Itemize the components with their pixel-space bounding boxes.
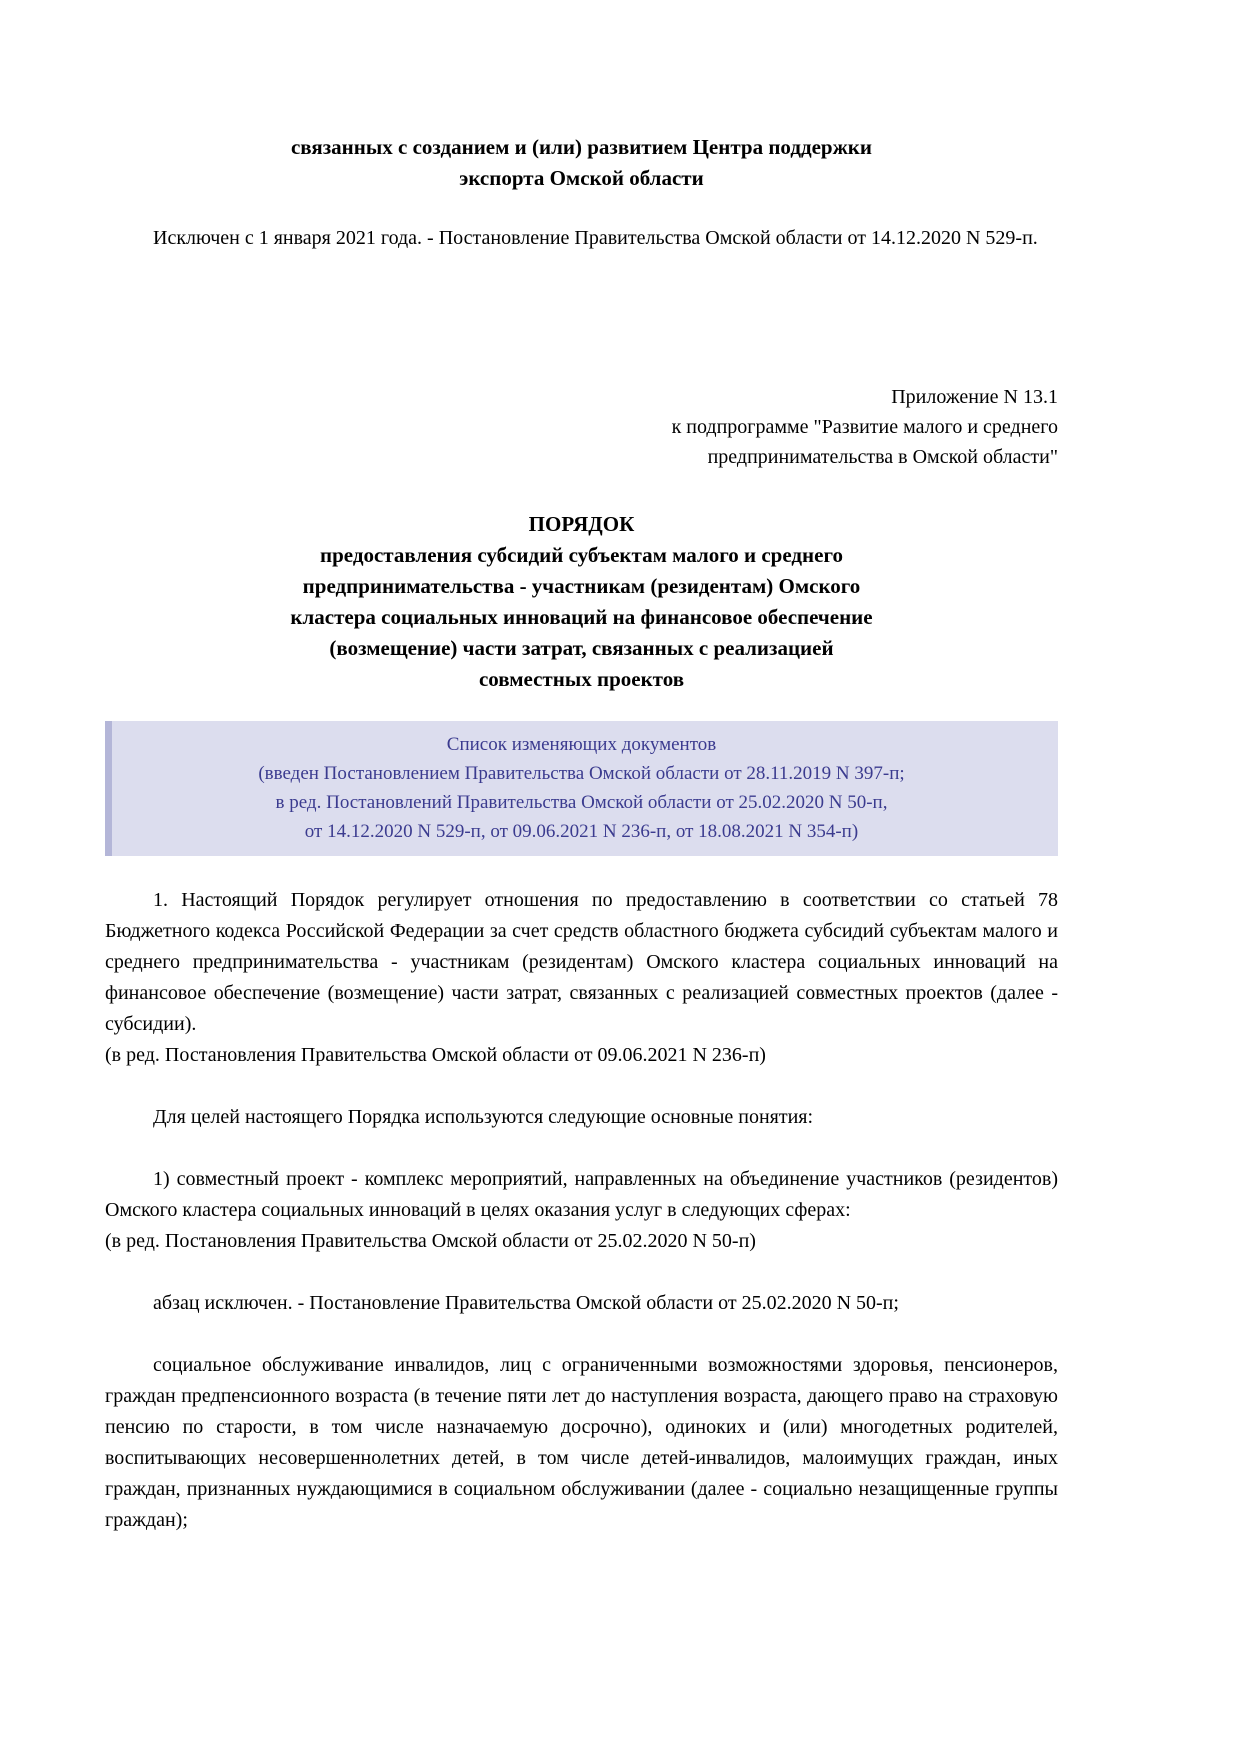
- changes-box-line-4: от 14.12.2020 N 529-п, от 09.06.2021 N 236-п, от 18.08.2021 N 354-п): [304, 821, 859, 842]
- annex-reference-block: [105, 382, 1058, 472]
- order-heading-line-2: предоставления субсидий субъектам малого и среднего: [320, 543, 843, 567]
- annex-line-3: предпринимательства в Омской области": [707, 446, 1058, 468]
- annex-line-1: Приложение N 13.1: [891, 386, 1058, 408]
- document-body: [105, 885, 1058, 1536]
- top-title-line-2: экспорта Омской области: [459, 166, 704, 190]
- order-heading-line-1: ПОРЯДОК: [528, 512, 635, 536]
- top-title-line-1: связанных с созданием и (или) развитием Центра поддержки: [290, 135, 873, 159]
- order-heading-line-5: (возмещение) части затрат, связанных с реализацией: [329, 636, 834, 660]
- paragraph-3: 1) совместный проект - комплекс мероприятий, направленных на объединение участников (резидентов) Омского кластера социальных инноваций в целях оказания услуг в следующих сферах:: [105, 1168, 1058, 1221]
- paragraph-3-edition-ref: (в ред. Постановления Правительства Омской области от 25.02.2020 N 50-п): [105, 1230, 756, 1252]
- order-heading-line-6: совместных проектов: [478, 667, 685, 691]
- changes-documents-box: [105, 721, 1058, 856]
- annex-line-2: к подпрограмме "Развитие малого и среднего: [671, 416, 1058, 438]
- paragraph-1-edition-ref: (в ред. Постановления Правительства Омской области от 09.06.2021 N 236-п): [105, 1044, 766, 1066]
- order-heading-line-3: предпринимательства - участникам (резидентам) Омского: [302, 574, 861, 598]
- paragraph-2: Для целей настоящего Порядка используются следующие основные понятия:: [153, 1106, 814, 1128]
- paragraph-5: социальное обслуживание инвалидов, лиц с ограниченными возможностями здоровья, пенсионеров, граждан предпенсионного возраста (в течение пяти лет до наступления возраста, дающего право на страховую пенсию по старости, в том числе назначаемую досрочно), одиноких и (или) многодетных родителей, воспитывающих несовершеннолетних детей, в том числе детей-инвалидов, малоимущих граждан, иных граждан, признанных нуждающимися в социальном обслуживании (далее - социально незащищенные группы граждан);: [105, 1354, 1058, 1531]
- paragraph-4: абзац исключен. - Постановление Правительства Омской области от 25.02.2020 N 50-п;: [153, 1292, 899, 1314]
- document-top-title: [105, 132, 1058, 194]
- changes-box-line-1: Список изменяющих документов: [446, 734, 717, 755]
- changes-box-line-2: (введен Постановлением Правительства Омской области от 28.11.2019 N 397-п;: [258, 763, 905, 784]
- order-heading-line-4: кластера социальных инноваций на финансовое обеспечение: [290, 605, 873, 629]
- order-heading: [105, 509, 1058, 695]
- changes-box-line-3: в ред. Постановлений Правительства Омской области от 25.02.2020 N 50-п,: [275, 792, 888, 813]
- excluded-note-paragraph: Исключен с 1 января 2021 года. - Постановление Правительства Омской области от 14.12.2020 N 529-п.: [153, 227, 1038, 249]
- paragraph-1: 1. Настоящий Порядок регулирует отношения по предоставлению в соответствии со статьей 78 Бюджетного кодекса Российской Федерации за счет средств областного бюджета субсидий субъектам малого и среднего предпринимательства - участникам (резидентам) Омского кластера социальных инноваций на финансовое обеспечение (возмещение) части затрат, связанных с реализацией совместных проектов (далее - субсидии).: [105, 889, 1058, 1035]
